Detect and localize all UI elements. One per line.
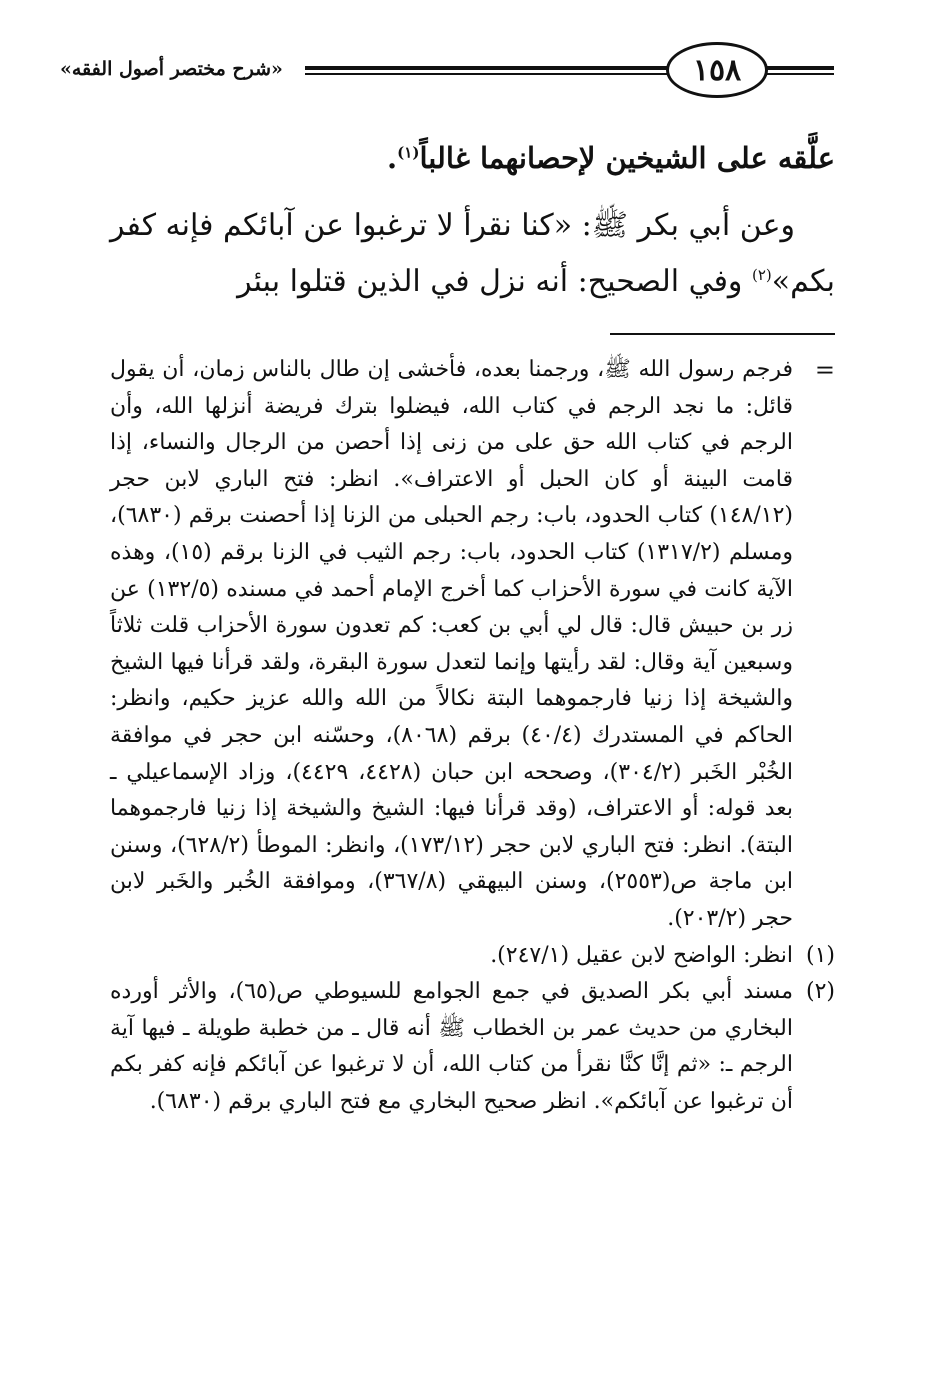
main-line-1-text: علَّقه على الشيخين لإحصانهما غالباً: [419, 141, 835, 175]
main-line-1: [110, 130, 835, 186]
footnote-2-marker: (٢): [805, 979, 835, 1005]
footnote-2-text: مسند أبي بكر الصديق في جمع الجوامع للسيوطي ص(٦٥)، والأثر أورده البخاري من حديث عمر بن الخطاب ﷺ أنه قال ـ من خطبة طويلة ـ فيها آية الرجم ـ: «ثم إنَّا كنَّا نقرأ من كتاب الله، أن لا ترغبوا عن آبائكم فإنه كفر بكم أن ترغبوا عن آبائكم». انظر صحيح البخاري مع فتح الباري برقم (٦٨٣٠).: [110, 979, 793, 1114]
footnote-separator: [610, 333, 835, 335]
header-rule: [305, 66, 667, 70]
main-line-1-period: .: [387, 141, 398, 175]
footnote-ref-2: (٢): [751, 266, 772, 284]
page-number: ١٥٨: [692, 52, 742, 88]
footnote-continuation-marker: =: [814, 356, 835, 384]
header-rule-right-thin: [766, 73, 834, 75]
footnote-continuation: [110, 352, 835, 938]
header-rule-right: [766, 66, 834, 70]
footnote-continuation-text: فرجم رسول الله ﷺ، ورجمنا بعده، فأخشى إن طال بالناس زمان، أن يقول قائل: ما نجد الرجم في كتاب الله، فيضلوا بترك فريضة أنزلها الله، وأن الرجم في كتاب الله حق على من زنى إذا أحصن من الرجال والنساء، إذا قامت البينة أو كان الحبل أو الاعتراف». انظر: فتح الباري لابن حجر (١٤٨/١٢) كتاب الحدود، باب: رجم الحبلى من الزنا إذا أحصنت برقم (٦٨٣٠)، ومسلم (١٣١٧/٢) كتاب الحدود، باب: رجم الثيب في الزنا برقم (١٥)، وهذه الآية كانت في سورة الأحزاب كما أخرج الإمام أحمد في مسنده (١٣٢/٥) عن زر بن حبيش قال: قال لي أبي بن كعب: كم تعدون سورة الأحزاب قلت ثلاثاً وسبعين آية وقال: لقد رأيتها وإنما لتعدل سورة البقرة، ولقد قرأنا فيها الشيخ والشيخة إذا زنيا فارجموهما البتة نكالاً من الله والله عزيز حكيم، وانظر: الحاكم في المستدرك (٤٠/٤) برقم (٨٠٦٨)، وحسّنه ابن حجر في موافقة الخُبْر الخَبر (٣٠٤/٢)، وصححه ابن حبان (٤٤٢٨، ٤٤٢٩)، وزاد الإسماعيلي ـ بعد قوله: أو الاعتراف، (وقد قرأنا فيها: الشيخ والشيخة إذا زنيا فارجموهما البتة). انظر: فتح الباري لابن حجر (١٧٣/١٢)، وانظر: الموطأ (٦٢٨/٢)، وسنن ابن ماجة ص(٢٥٥٣)، وسنن البيهقي (٣٦٧/٨)، وموافقة الخُبر والخَبر لابن حجر (٢٠٣/٢).: [110, 357, 794, 931]
footnote-2: [110, 974, 835, 1120]
running-title: «شرح مختصر أصول الفقه»: [60, 58, 283, 80]
footnote-1: [110, 938, 835, 975]
footnote-ref-1: (١): [397, 143, 420, 162]
footnote-1-marker: (١): [805, 942, 835, 968]
main-paragraph-part-2: وفي الصحيح: أنه نزل في الذين قتلوا ببئر: [237, 264, 752, 299]
main-paragraph-part-1: وعن أبي بكر ﷺ: «كنا نقرأ لا ترغبوا عن آبائكم فإنه كفر بكم»: [110, 208, 835, 299]
header-rule-thin: [305, 73, 667, 75]
footnotes: [110, 352, 835, 1120]
main-text: [110, 128, 835, 310]
footnote-1-text: انظر: الواضح لابن عقيل (٢٤٧/١).: [490, 942, 793, 968]
main-paragraph: [110, 198, 835, 310]
page-number-frame: [666, 42, 768, 98]
